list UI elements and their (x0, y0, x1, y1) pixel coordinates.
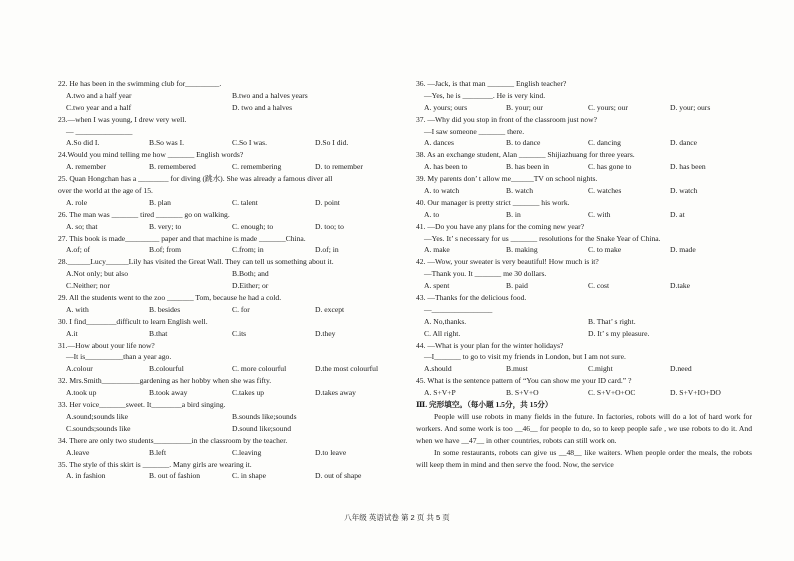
option-c: C. has gone to (588, 162, 632, 172)
option-row (416, 316, 752, 328)
option-b: B.two and a halves years (232, 90, 308, 100)
option-a: A. role (66, 197, 88, 207)
option-b: B. out of fashion (149, 471, 201, 481)
option-b: B. plan (149, 197, 171, 207)
option-b: D. It’ s my pleasure. (588, 328, 650, 338)
option-b: B. very; to (149, 221, 182, 231)
option-row (58, 221, 398, 233)
option-row (58, 161, 398, 173)
option-c: C. talent (232, 197, 258, 207)
option-a: A. to watch (424, 186, 460, 196)
option-row (416, 387, 752, 399)
question-stem: over the world at the age of 15. (58, 186, 153, 196)
option-c: C. enough; to (232, 221, 274, 231)
option-a: A. spent (424, 281, 450, 291)
option-d: D.the most colourful (315, 364, 379, 374)
option-b: D.Either; or (232, 281, 269, 291)
option-row (58, 363, 398, 375)
option-b: B. to dance (506, 138, 541, 148)
option-c: C. with (588, 209, 611, 219)
option-b: D.sound like;sound (232, 423, 292, 433)
option-c: C. remembering (232, 162, 282, 172)
option-c: C. in shape (232, 471, 266, 481)
question-stem: 32. Mrs.Smith__________gardening as her hobby when she was fifty. (58, 376, 272, 386)
option-c: C. cost (588, 281, 610, 291)
option-c: C. more colourful (232, 364, 287, 374)
option-row (58, 423, 398, 435)
option-row (416, 185, 752, 197)
option-a: A. yours; ours (424, 102, 468, 112)
question-stem: 37. —Why did you stop in front of the classroom just now? (416, 114, 597, 124)
question-stem: 27. This book is made_________ paper and that machine is made _______China. (58, 233, 306, 243)
option-a: A. has been to (424, 162, 468, 172)
option-a: A.it (66, 328, 78, 338)
option-row (416, 363, 752, 375)
question-stem: 42. —Wow, your sweater is very beautiful! How much is it? (416, 257, 599, 267)
question-stem: 43. —Thanks for the delicious food. (416, 293, 527, 303)
option-row (58, 280, 398, 292)
option-d: D. except (315, 304, 345, 314)
left-column (58, 78, 398, 482)
option-d: D. dance (670, 138, 697, 148)
option-d: D. point (315, 197, 340, 207)
question-stem: 44. —What is your plan for the winter holidays? (416, 340, 564, 350)
option-b: B. has been in (506, 162, 550, 172)
option-row (58, 447, 398, 459)
question-stem: 33. Her voice_______sweet. It________a bird singing. (58, 400, 226, 410)
option-d: D. your; ours (670, 102, 711, 112)
question-stem: 23.—when I was young, I drew very well. (58, 114, 187, 124)
option-a: C. All right. (424, 328, 461, 338)
dialogue-line: —________________ (424, 304, 493, 314)
option-a: A. to (424, 209, 440, 219)
dialogue-line: —It is__________than a year ago. (66, 352, 172, 362)
dialogue-line: —Yes, he is ________. He is very kind. (424, 90, 546, 100)
option-d: D. too; to (315, 221, 344, 231)
option-b: B.left (149, 447, 167, 457)
option-b: B. That’ s right. (588, 316, 636, 326)
option-c: C. for (232, 304, 250, 314)
option-d: D. has been (670, 162, 706, 172)
option-d: D. S+V+IO+DO (670, 388, 721, 398)
question-stem: 25. Quan Hongchan has a ________ for diving (跳水). She was already a famous diver all (58, 174, 333, 184)
option-row (416, 328, 752, 340)
dialogue-line: — _______________ (66, 126, 133, 136)
dialogue-line: —Yes. It’ s necessary for us _______ resolutions for the Snake Year of China. (424, 233, 661, 243)
option-d: D.to leave (315, 447, 347, 457)
option-row (58, 387, 398, 399)
question-stem: 24.Would you mind telling me how _______ English words? (58, 150, 244, 160)
option-b: B. S+V+O (506, 388, 539, 398)
option-row (416, 102, 752, 114)
option-a: A.Not only; but also (66, 269, 129, 279)
option-d: D.they (315, 328, 336, 338)
option-c: C.takes up (232, 388, 265, 398)
cloze-paragraph: In some restaurants, robots can give us __48__ like waiters. When people order the meals, the robots will keep them in mind and then serve the food. Now, the service (416, 447, 752, 469)
option-d: D.need (670, 364, 692, 374)
option-b: B. in (506, 209, 521, 219)
option-d: D. to remember (315, 162, 363, 172)
option-c: C.its (232, 328, 247, 338)
option-d: D. watch (670, 186, 698, 196)
option-row (58, 90, 398, 102)
question-stem: 35. The style of this skirt is _______. Many girls are wearing it. (58, 459, 252, 469)
question-stem: 29. All the students went to the zoo _______ Tom, because he had a cold. (58, 293, 282, 303)
option-c: C.leaving (232, 447, 262, 457)
option-a: A. so; that (66, 221, 98, 231)
option-a: A. in fashion (66, 471, 106, 481)
option-row (58, 137, 398, 149)
question-stem: 34. There are only two students__________in the classroom by the teacher. (58, 435, 288, 445)
question-stem: 45. What is the sentence pattern of “You can show me your ID card.” ? (416, 376, 632, 386)
option-d: D. made (670, 245, 696, 255)
option-c: C.So I was. (232, 138, 268, 148)
option-b: B.So was I. (149, 138, 185, 148)
option-a: A.sound;sounds like (66, 411, 129, 421)
option-b: B. paid (506, 281, 528, 291)
option-b: B. watch (506, 186, 533, 196)
option-row (58, 197, 398, 209)
option-b: B. remembered (149, 162, 196, 172)
option-a: A.should (424, 364, 452, 374)
option-b: B.colourful (149, 364, 184, 374)
option-a: A. with (66, 304, 89, 314)
option-row (58, 328, 398, 340)
option-a: C.Neither; nor (66, 281, 110, 291)
question-stem: 26. The man was _______ tired _______ go on walking. (58, 209, 230, 219)
option-a: A.took up (66, 388, 97, 398)
option-a: A.colour (66, 364, 93, 374)
question-stem: 38. As an exchange student, Alan _______ Shijiazhuang for three years. (416, 150, 635, 160)
option-row (58, 470, 398, 482)
option-b: B.sounds like;sounds (232, 411, 297, 421)
option-d: D. at (670, 209, 685, 219)
option-a: C.two year and a half (66, 102, 132, 112)
option-c: C.might (588, 364, 613, 374)
option-b: B.took away (149, 388, 188, 398)
option-b: B. your; our (506, 102, 543, 112)
option-row (58, 411, 398, 423)
option-b: B.Both; and (232, 269, 269, 279)
option-a: A.two and a half year (66, 90, 132, 100)
option-d: D.So I did. (315, 138, 349, 148)
option-c: C.from; in (232, 245, 264, 255)
option-b: B.must (506, 364, 528, 374)
option-row (416, 137, 752, 149)
question-stem: 39. My parents don’ t allow me______TV on school nights. (416, 174, 598, 184)
cloze-paragraph: People will use robots in many fields in the future. In factories, robots will do a lot of hard work for workers. And some work is too __46__ for people to do, so to keep people safe , we use robots to do it. And when we have __47__ in other countries, robots can still work on. (416, 411, 752, 445)
option-b: B.that (149, 328, 168, 338)
dialogue-line: —I saw someone _______ there. (424, 126, 525, 136)
dialogue-line: —I_______ to go to visit my friends in London, but I am not sure. (424, 352, 626, 362)
option-a: A. make (424, 245, 450, 255)
question-stem: 36. —Jack, is that man _______ English teacher? (416, 79, 567, 88)
page-footer: 八年级 英语试卷 第 2 页 共 5 页 (344, 513, 450, 522)
option-a: A.of; of (66, 245, 91, 255)
option-b: D. two and a halves (232, 102, 293, 112)
right-column (416, 78, 752, 470)
option-a: C.sounds;sounds like (66, 423, 131, 433)
option-row (416, 209, 752, 221)
option-row (58, 268, 398, 280)
question-stem: 22. He has been in the swimming club for_________. (58, 79, 222, 88)
option-b: B. besides (149, 304, 181, 314)
option-a: A. No,thanks. (424, 316, 467, 326)
option-c: C. S+V+O+OC (588, 388, 636, 398)
option-c: C. to make (588, 245, 622, 255)
question-stem: 31.—How about your life now? (58, 340, 155, 350)
option-d: D.take (670, 281, 691, 291)
option-row (416, 244, 752, 256)
option-row (58, 102, 398, 114)
option-a: A. remember (66, 162, 107, 172)
option-d: D.takes away (315, 388, 356, 398)
question-stem: 28.______Lucy______Lily has visited the Great Wall. They can tell us something about it. (58, 257, 334, 267)
option-a: A. S+V+P (424, 388, 456, 398)
option-row (58, 304, 398, 316)
option-c: C. yours; our (588, 102, 628, 112)
option-b: B.of; from (149, 245, 182, 255)
option-c: C. watches (588, 186, 622, 196)
question-stem: 40. Our manager is pretty strict _______ his work. (416, 197, 570, 207)
question-stem: 41. —Do you have any plans for the coming new year? (416, 221, 585, 231)
option-row (416, 280, 752, 292)
option-b: B. making (506, 245, 538, 255)
question-stem: 30. I find________difficult to learn English well. (58, 316, 208, 326)
option-d: D. out of shape (315, 471, 362, 481)
dialogue-line: —Thank you. It _______ me 30 dollars. (424, 269, 547, 279)
option-a: A.So did I. (66, 138, 100, 148)
option-c: C. dancing (588, 138, 621, 148)
option-d: D.of; in (315, 245, 339, 255)
option-a: A. dances (424, 138, 454, 148)
option-a: A.leave (66, 447, 90, 457)
section-heading: Ⅲ. 完形填空。（每小题 1.5分，共 15分） (416, 400, 553, 410)
option-row (58, 244, 398, 256)
option-row (416, 161, 752, 173)
